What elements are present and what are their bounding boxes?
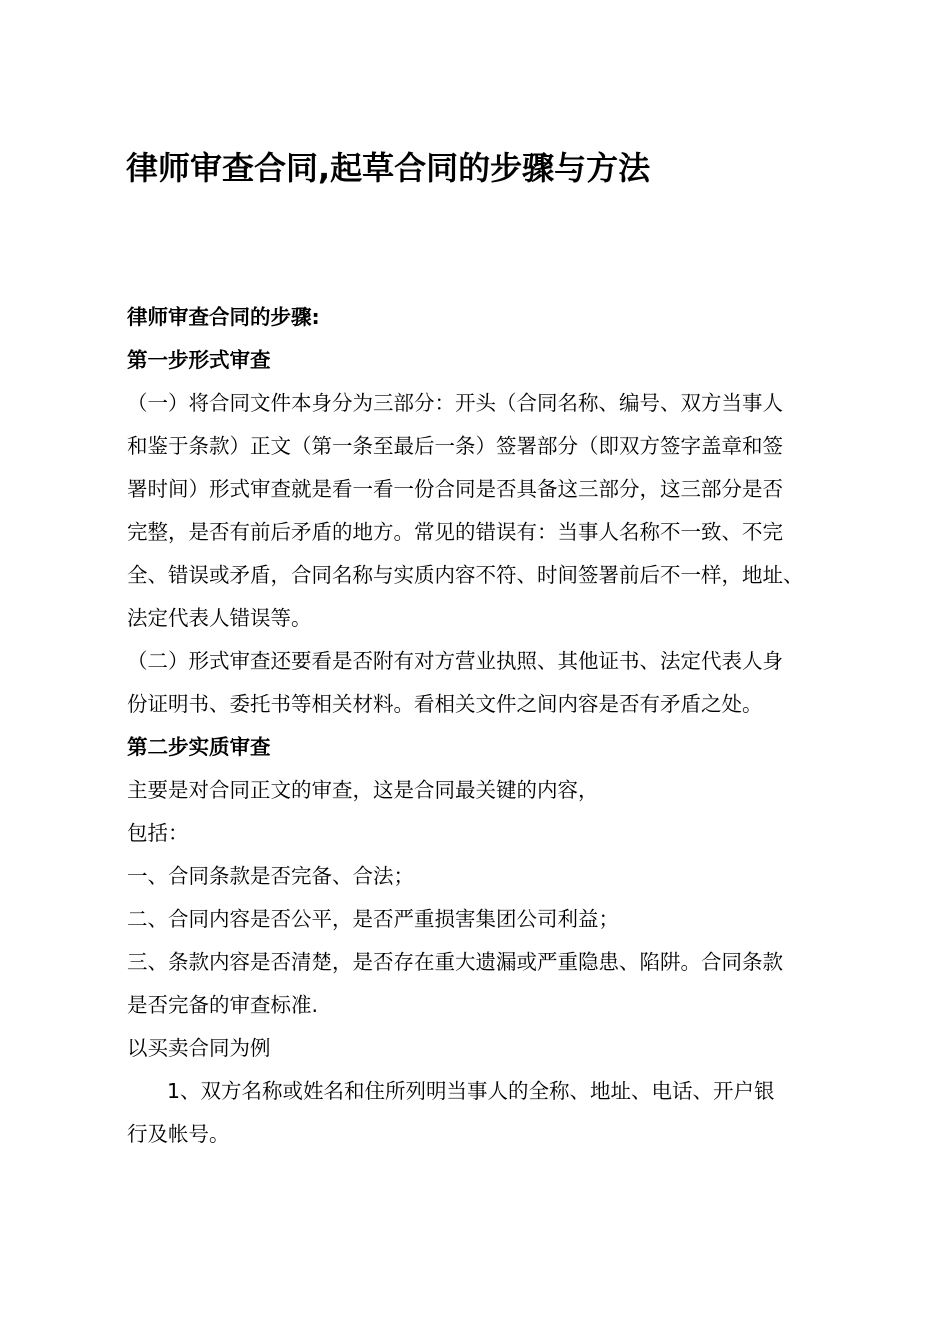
step-two-heading: 第二步实质审查 — [127, 735, 271, 759]
paragraph-line: 完整，是否有前后矛盾的地方。常见的错误有：当事人名称不一致、不完 — [127, 520, 783, 544]
list-item: 三、条款内容是否清楚，是否存在重大遗漏或严重隐患、陷阱。合同条款 — [127, 950, 783, 974]
paragraph-line: 包括： — [127, 821, 189, 845]
numbered-item: 1、双方名称或姓名和住所列明当事人的全称、地址、电话、开户银 — [167, 1079, 775, 1103]
paragraph-line: 署时间）形式审查就是看一看一份合同是否具备这三部分，这三部分是否 — [127, 477, 783, 501]
document-body — [127, 296, 839, 1156]
list-item: 二、合同内容是否公平，是否严重损害集团公司利益； — [127, 907, 619, 931]
step-one-heading: 第一步形式审查 — [127, 348, 271, 372]
paragraph-line: （二）形式审查还要看是否附有对方营业执照、其他证书、法定代表人身 — [127, 649, 783, 673]
paragraph-line: （一）将合同文件本身分为三部分：开头（合同名称、编号、双方当事人 — [127, 391, 783, 415]
paragraph-line: 以买卖合同为例 — [127, 1036, 271, 1060]
list-item: 一、合同条款是否完备、合法； — [127, 864, 414, 888]
paragraph-line: 全、错误或矛盾，合同名称与实质内容不符、时间签署前后不一样，地址、 — [127, 563, 804, 587]
paragraph-line: 和鉴于条款）正文（第一条至最后一条）签署部分（即双方签字盖章和签 — [127, 434, 783, 458]
paragraph-line: 是否完备的审查标准. — [127, 993, 319, 1017]
paragraph-line: 份证明书、委托书等相关材料。看相关文件之间内容是否有矛盾之处。 — [127, 692, 763, 716]
paragraph-line: 行及帐号。 — [127, 1122, 230, 1146]
document-title: 律师审查合同,起草合同的步骤与方法 — [126, 149, 651, 187]
paragraph-line: 法定代表人错误等。 — [127, 606, 312, 630]
paragraph-line: 主要是对合同正文的审查，这是合同最关键的内容， — [127, 778, 599, 802]
section-heading-review-steps: 律师审查合同的步骤: — [127, 305, 320, 329]
